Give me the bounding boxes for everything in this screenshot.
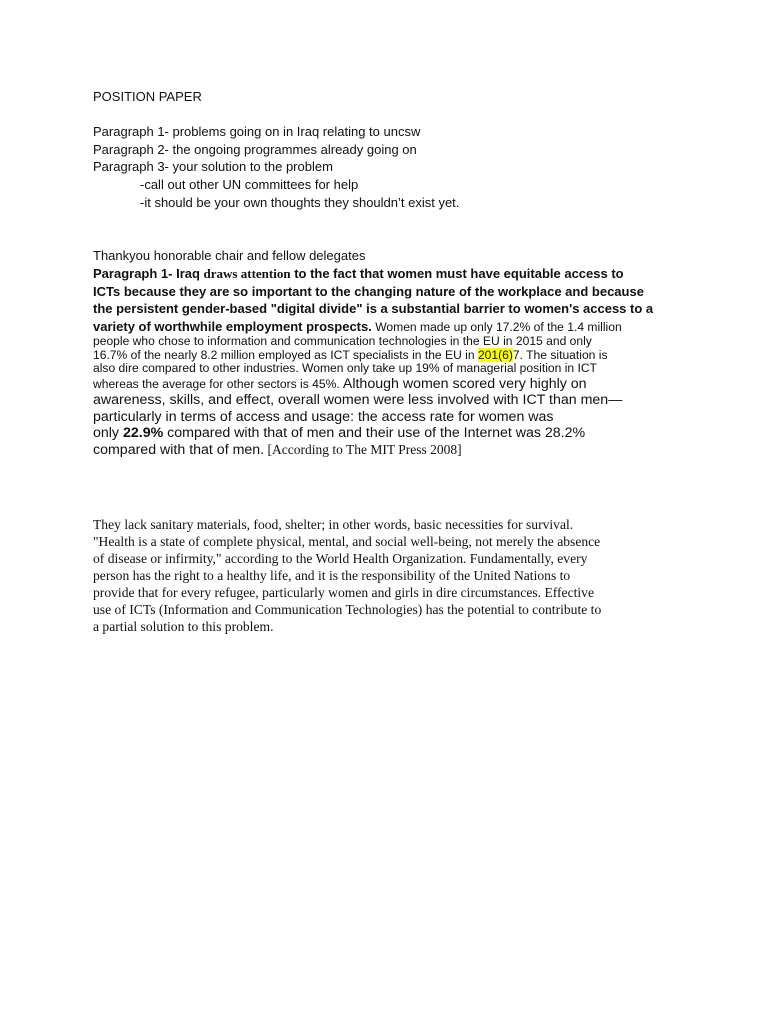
paragraph-1	[93, 265, 663, 458]
paragraph-2-line: "Health is a state of complete physical, mental, and social well-being, not merely the absence	[93, 534, 601, 549]
document-title: POSITION PAPER	[93, 89, 202, 104]
outline-item: Paragraph 1- problems going on in Iraq relating to uncsw	[93, 124, 421, 139]
text-run: compared with that of men.	[93, 441, 265, 458]
paragraph-2	[93, 516, 683, 635]
text-run: Although women scored very highly on	[339, 375, 587, 392]
paragraph-2-line: a partial solution to this problem.	[93, 619, 274, 634]
outline-item: Paragraph 2- the ongoing programmes already going on	[93, 142, 417, 157]
outline-subitem: -it should be your own thoughts they shouldn’t exist yet.	[140, 195, 460, 210]
paragraph-1-line: the persistent gender-based "digital divide" is a substantial barrier to women's access to a	[93, 301, 654, 316]
text-run: 16.7% of the nearly 8.2 million employed as ICT specialists in the EU in	[93, 347, 478, 362]
greeting-line: Thankyou honorable chair and fellow delegates	[93, 248, 366, 263]
paragraph-1-line	[93, 442, 663, 459]
text-run-bold: 22.9%	[122, 425, 164, 441]
paragraph-1-line: particularly in terms of access and usage: the access rate for women was	[93, 408, 554, 425]
text-run: 7. The situation is	[512, 347, 608, 362]
paragraph-2-line: provide that for every refugee, particularly women and girls in dire circumstances. Effective	[93, 585, 595, 600]
text-run: whereas the average for other sectors is 45%.	[93, 376, 340, 391]
text-run: Paragraph 1- Iraq	[93, 266, 204, 281]
paragraph-1-line	[93, 349, 663, 363]
citation: [According to The MIT Press 2008]	[264, 441, 462, 457]
outline-subitem: -call out other UN committees for help	[140, 177, 359, 192]
text-run: only	[93, 425, 123, 441]
paragraph-2-line: They lack sanitary materials, food, shelter; in other words, basic necessities for survival.	[93, 517, 574, 532]
paragraph-1-line	[93, 425, 663, 442]
paragraph-2-line: use of ICTs (Information and Communication Technologies) has the potential to contribute to	[93, 602, 602, 617]
text-run: to the fact that women must have equitable access to	[290, 266, 624, 281]
highlighted-text: 201(6)	[477, 347, 513, 362]
paragraph-1-line	[93, 318, 663, 336]
paragraph-1-line	[93, 376, 663, 393]
text-run: Women made up only 17.2% of the 1.4 million	[371, 319, 622, 334]
paragraph-2-line: of disease or infirmity," according to the World Health Organization. Fundamentally, every	[93, 551, 588, 566]
text-run: variety of worthwhile employment prospects.	[93, 318, 372, 334]
outline-item: Paragraph 3- your solution to the problem	[93, 159, 333, 174]
paragraph-2-line: person has the right to a healthy life, and it is the responsibility of the United Nations to	[93, 568, 571, 583]
paragraph-1-line: ICTs because they are so important to the changing nature of the workplace and because	[93, 283, 644, 299]
text-run: compared with that of men and their use of the Internet was 28.2%	[163, 425, 586, 441]
paragraph-1-line: people who chose to information and communication technologies in the EU in 2015 and only	[93, 334, 592, 348]
text-run-emphasis: draws attention	[203, 266, 291, 281]
paragraph-1-line	[93, 265, 663, 283]
paragraph-1-line: awareness, skills, and effect, overall women were less involved with ICT than men—	[93, 392, 623, 408]
paragraph-1-line: also dire compared to other industries. Women only take up 19% of managerial position in ICT	[93, 361, 597, 375]
